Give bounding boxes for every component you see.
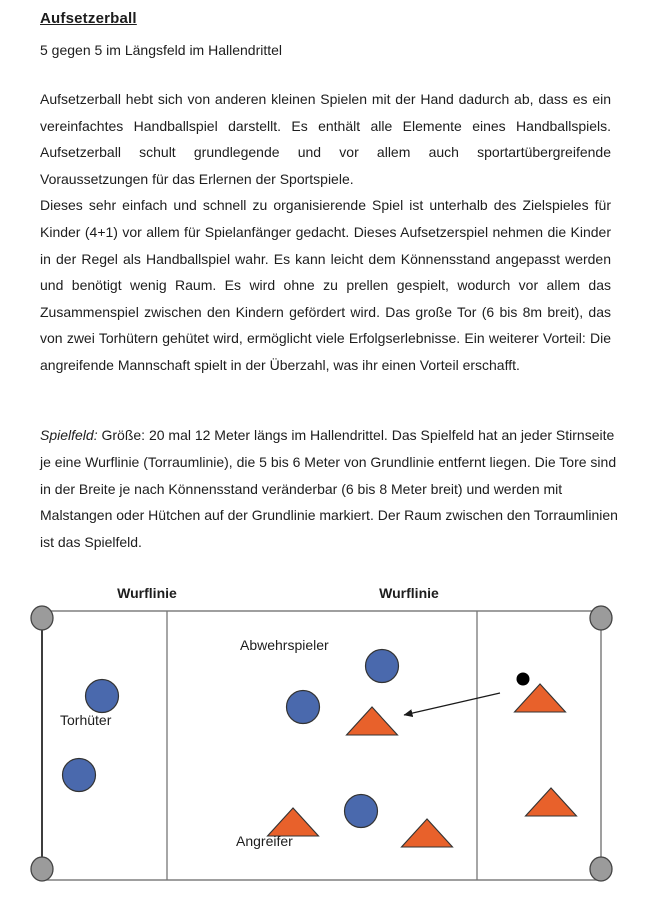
player-triangle-angreifer bbox=[347, 707, 398, 735]
spielfeld-text: Größe: 20 mal 12 Meter längs im Hallendrittel. Das Spielfeld hat an jeder Stirnseite je eine Wurflinie (Torraumlinie), die 5 bis 6 Meter von Grundlinie entfernt liegen. Die Tore sind in der Breite je nach Könnensstand veränderbar (6 bis 8 Meter breit) und werden mit Malstangen oder Hütchen auf der Grundlinie markiert. Der Raum zwischen den Torraumlinien ist das Spielfeld. bbox=[40, 427, 618, 551]
goal-post-marker bbox=[590, 606, 612, 630]
player-circle-abwehrspieler bbox=[366, 650, 399, 683]
player-circle-abwehrspieler bbox=[287, 691, 320, 724]
angreifer-label: Angreifer bbox=[236, 833, 293, 849]
player-circle-abwehrspieler bbox=[345, 795, 378, 828]
player-triangle-angreifer bbox=[268, 808, 319, 836]
torhueter-label: Torhüter bbox=[60, 712, 112, 728]
goal-post-marker bbox=[590, 857, 612, 881]
abwehrspieler-label: Abwehrspieler bbox=[240, 637, 329, 653]
player-circle-torhueter bbox=[86, 680, 119, 713]
spielfeld-paragraph bbox=[40, 422, 618, 556]
goal-post-marker bbox=[31, 857, 53, 881]
player-triangle-angreifer bbox=[515, 684, 566, 712]
pass-arrow bbox=[404, 693, 500, 715]
field-diagram-svg bbox=[0, 578, 650, 900]
page-title: Aufsetzerball bbox=[40, 10, 137, 27]
wurflinie-left-label: Wurflinie bbox=[117, 585, 177, 601]
paragraph-2: Dieses sehr einfach und schnell zu organisierende Spiel ist unterhalb des Zielspieles für Kinder (4+1) vor allem für Spielanfänger gedacht. Dieses Aufsetzerspiel nehmen die Kinder in der Regel als Handballspiel wahr. Es kann leicht dem Könnensstand angepasst werden und benötigt wenig Raum. Es wird ohne zu prellen gespielt, wodurch vor allem das Zusammenspiel zwischen den Kindern gefördert wird. Das große Tor (6 bis 8m breit), das von zwei Torhütern gehütet wird, ermöglicht viele Erfolgserlebnisse. Ein weiterer Vorteil: Die angreifende Mannschaft spielt in der Überzahl, was ihr einen Vorteil erschafft. bbox=[40, 197, 611, 373]
page-subtitle: 5 gegen 5 im Längsfeld im Hallendrittel bbox=[40, 42, 283, 58]
spielfeld-label: Spielfeld: bbox=[40, 427, 98, 443]
goal-post-marker bbox=[31, 606, 53, 630]
playing-field-diagram bbox=[0, 578, 650, 900]
intro-text-block bbox=[40, 86, 611, 379]
player-triangle-angreifer bbox=[526, 788, 577, 816]
paragraph-1: Aufsetzerball hebt sich von anderen kleinen Spielen mit der Hand dadurch ab, dass es ein vereinfachtes Handballspiel darstellt. Es enthält alle Elemente eines Handballspiels. Aufsetzerball schult grundlegende und vor allem auch sportartübergreifende Voraussetzungen für das Erlernen der Sportspiele. bbox=[40, 91, 611, 187]
player-circle-torhueter bbox=[63, 759, 96, 792]
player-triangle-angreifer bbox=[402, 819, 453, 847]
wurflinie-right-label: Wurflinie bbox=[379, 585, 439, 601]
ball-dot bbox=[517, 673, 530, 686]
